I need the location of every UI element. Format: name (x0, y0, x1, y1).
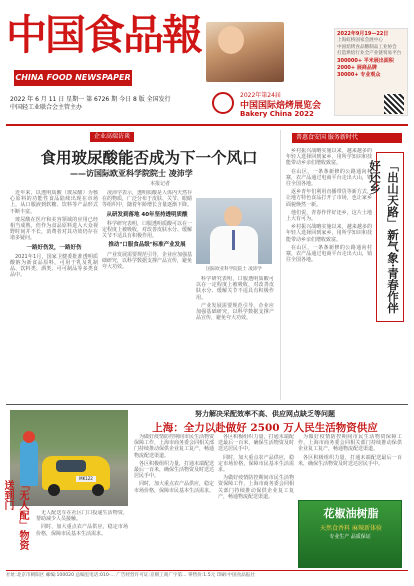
lead-subhead: ——访国际欧亚科学院院士 凌沛学 (70, 169, 193, 178)
masthead-divider (6, 124, 408, 126)
paragraph: 2021年1月，国家卫健委批准透明质酸钠为新食品原料，可用于乳及乳制品、饮料类、酒类、可可制品等多类食品中。 (10, 253, 98, 279)
advert-slogan: 天然食香料 麻辣新体验 (320, 525, 382, 532)
advert-line: 中国焙烤食品糖制品工业协会 (337, 44, 397, 50)
english-name-banner: CHINA FOOD NEWSPAPER (14, 70, 132, 86)
pepper-oil-advert[interactable] (298, 500, 402, 568)
bakery-china-logo-icon (212, 92, 234, 114)
bottom-column-2 (218, 434, 294, 566)
worker-head (23, 431, 35, 443)
right-column-text (286, 148, 372, 398)
paragraph: 在山区，一条条新修的公路通向村寨，农产品通过电商平台走出大山，销往全国各地。 (286, 168, 372, 188)
photo-caption (36, 510, 128, 566)
paragraph: 乡村振兴战略实施以来，越来越多的年轻人选择回到家乡，用所学知识和技能带动乡亲们增收致富。 (286, 224, 372, 243)
issue-date: 2022 年 6 月 11 日 星期一 第 6726 期 今日 8 版 全国发行 (10, 96, 171, 103)
expo-child-photo (206, 22, 284, 82)
portrait-tie (232, 230, 235, 250)
advert-date: 2022年9月19—22日 (337, 31, 389, 37)
paragraph: 乡村振兴战略实施以来，越来越多的年轻人选择回到家乡，用所学知识和技能带动乡亲们增收致富。 (286, 148, 372, 167)
paragraph: 产业发展需要规范引导，企业应加强基础研究，以科学数据支撑产品宣传，避免夸大功效。 (196, 302, 274, 322)
bottom-column-1 (134, 434, 214, 566)
lead-column-3 (196, 276, 274, 396)
paragraph: 为做好疫情防控期间市民生活物资保障工作，上海市商务委会同相关部门持续推动保供企业复工复产，畅通物流配送渠道。 (134, 434, 214, 459)
paragraph: 他们说，青春作伴好还乡，这片土地上大有可为。 (286, 209, 372, 223)
advert-line: 30000+ 专业观众 (337, 71, 381, 78)
vehicle-wheel (48, 484, 60, 496)
column-divider (280, 130, 281, 400)
lead-headline[interactable]: 食用玻尿酸能否成为下一个风口 (40, 148, 258, 167)
bottom-subhead: 努力解决采配效率不高、供应网点缺乏等问题 (195, 410, 335, 418)
vehicle-wheel (92, 484, 104, 496)
interviewee-portrait (196, 198, 272, 264)
bottom-column-3 (298, 434, 402, 496)
section-heading: 推动"口服食品级"标准产业发展 (108, 242, 186, 249)
issue-line (10, 96, 215, 112)
paragraph: 凌沛学表示，透明质酸是人体内天然存在的物质，广泛分布于皮肤、关节、眼睛等组织中，随着年龄增长含量逐渐下降。 (102, 190, 192, 209)
paragraph: 返乡青年们利用直播带货等新方式，让地方特色食品打开了市场，也让家乡面貌焕然一新。 (286, 189, 372, 208)
issue-publisher: 中国轻工业联合会主管主办 (10, 104, 83, 111)
vertical-headline[interactable]: 「出山天路」新气象·青春作伴好还乡 (368, 160, 400, 314)
license-plate: MK122 (76, 476, 96, 482)
paragraph: 同时，加大重点农产品供应，稳定市场价格，保障市民基本生活需求。 (134, 481, 214, 494)
paragraph: 玻尿酸在医疗和美容领域的应用已经相当成熟，但作为食品原料进入大众视野时间并不长，消费者对其功效仍存在诸多疑问。 (10, 216, 98, 242)
advert-title: 花椒油树脂 (323, 507, 379, 520)
paragraph: 同时，加大重点农产品供应，稳定市场价格，保障市民基本生活需求。 (36, 524, 128, 537)
paragraph: 各区积极组织力量，打通末端配送最后一百米，确保生活物资及时送达居民手中。 (298, 454, 402, 467)
paragraph: 科学研究表明，口服透明质酸可以在一定程度上被吸收，对改善皮肤水分、缓解关节不适具有积极作用。 (196, 276, 274, 301)
lead-column-2 (102, 190, 192, 396)
paragraph: 各区积极组织力量，打通末端配送最后一百米，确保生活物资及时送达居民手中。 (134, 460, 214, 480)
section-heading: 一路好伤发，一路好伤 (26, 244, 82, 251)
right-kicker: 普惠食安国 服务新时代 (292, 133, 402, 143)
expo-english: Bakery China 2022 (240, 110, 314, 118)
paragraph: 在山区，一条条新修的公路通向村寨，农产品通过电商平台走出大山，销往全国各地。 (286, 244, 372, 264)
footer-info: 社址:北京市朝阳区 邮编:100020 总编室电话:010-... 广告经营许可证:京朝工商广字第... 零售价:1.5元 印刷:中国食品报社 (6, 573, 255, 578)
paragraph: 为做好疫情防控期间市民生活物资保障工作，上海市商务委会同相关部门持续推动保供企业复工复产，畅通物流配送渠道。 (218, 475, 294, 500)
photo-vertical-caption: 「无人配」物资送到门 (2, 480, 28, 550)
paragraph: 产业发展需要规范引导，企业应加强基础研究，以科学数据支撑产品宣传，避免夸大功效。 (102, 251, 192, 271)
bottom-headline[interactable]: 上海：全力以赴做好 2500 万人民生活物资供应 (152, 422, 378, 434)
advert-line: 上海虹桥国家会展中心 (337, 38, 383, 43)
section-rule (6, 404, 408, 405)
portrait-caption: 国际欧亚科学院院士 凌沛学 (206, 267, 262, 272)
newspaper-logo: 中国食品報 (6, 11, 201, 59)
paragraph: 科学研究表明，口服透明质酸可以在一定程度上被吸收，对改善皮肤水分、缓解关节不适具有积极作用。 (102, 220, 192, 240)
advert-line: 2000+ 展商品牌 (337, 64, 377, 71)
qr-code-icon[interactable] (384, 94, 404, 114)
advert-line: 专业生产 品质保证 (329, 534, 371, 540)
child-face (218, 26, 244, 54)
paragraph: 各区积极组织力量，打通末端配送最后一百米，确保生活物资及时送达居民手中。 (218, 434, 294, 453)
advert-line: 300000+ 平米展出面积 (337, 57, 394, 64)
paragraph: 近年来，以透明质酸（玻尿酸）为核心原料的功能性食品陆续出现在市场上，从口服液到软糖、饮料等产品形式不断丰富。 (10, 190, 98, 215)
expo-name: 中国国际焙烤展览会 (240, 101, 322, 111)
paragraph: 无人配送车在社区门口投递生活物资，帮助减少人员接触。 (36, 510, 128, 523)
footer-rule (6, 570, 408, 571)
portrait-head (224, 206, 242, 227)
paragraph: 同时，加大重点农产品供应，稳定市场价格，保障市民基本生活需求。 (218, 454, 294, 474)
vehicle-window (56, 460, 86, 472)
paragraph: 为做好疫情防控期间市民生活物资保障工作，上海市商务委会同相关部门持续推动保供企业复工复产，畅通物流配送渠道。 (298, 434, 402, 453)
lead-kicker: 企业高端访谈 (90, 132, 134, 142)
expo-edition: 2022年第24届 (240, 92, 281, 99)
section-heading: 从研发到落地 40年坚持透明质酸 (106, 211, 188, 218)
lead-column-1 (10, 190, 98, 396)
lead-byline: 本报记者 (150, 181, 171, 187)
advert-line: 打造烘焙行业全产业链贸易平台 (337, 51, 402, 56)
